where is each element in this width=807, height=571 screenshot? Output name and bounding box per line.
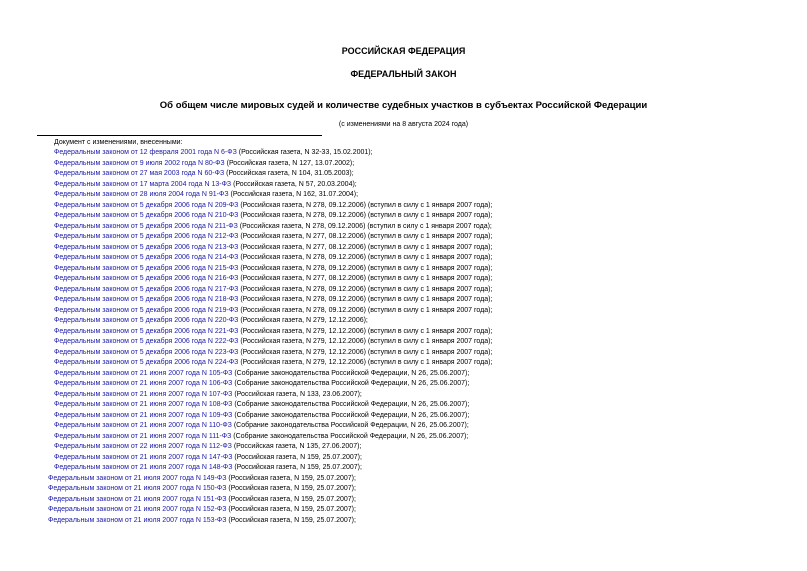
amendment-source: (Российская газета, N 279, 12.12.2006) (вступил в силу с 1 января 2007 года); xyxy=(238,348,493,356)
amendment-source: (Российская газета, N 278, 09.12.2006) (вступил в силу с 1 января 2007 года); xyxy=(238,254,493,261)
amendment-item xyxy=(54,201,492,211)
amendment-item xyxy=(54,190,358,200)
document-type-heading: ФЕДЕРАЛЬНЫЙ ЗАКОН xyxy=(350,69,457,79)
amendment-link[interactable]: Федеральным законом от 21 июля 2007 года N 150-ФЗ xyxy=(48,485,227,492)
amendment-source: (Российская газета, N 279, 12.12.2006) (вступил в силу с 1 января 2007 года); xyxy=(238,338,493,345)
amendment-source: (Российская газета, N 159, 25.07.2007); xyxy=(226,485,356,492)
amendment-link[interactable]: Федеральным законом от 5 декабря 2006 года N 212-ФЗ xyxy=(54,233,239,240)
amendment-source: (Российская газета, N 278, 09.12.2006) (вступил в силу с 1 января 2007 года); xyxy=(238,264,493,272)
amendment-link[interactable]: Федеральным законом от 21 июля 2007 года N 149-ФЗ xyxy=(48,474,227,482)
amendment-item xyxy=(54,306,492,316)
amendment-link[interactable]: Федеральным законом от 5 декабря 2006 года N 215-ФЗ xyxy=(54,264,239,272)
amendment-source: (Собрание законодательства Российской Федерации, N 26, 25.06.2007); xyxy=(232,401,470,408)
amendment-link[interactable]: Федеральным законом от 5 декабря 2006 года N 224-ФЗ xyxy=(54,359,239,366)
amendment-link[interactable]: Федеральным законом от 27 мая 2003 года N 60-ФЗ xyxy=(54,170,225,177)
amendment-item xyxy=(54,411,469,421)
amendment-link[interactable]: Федеральным законом от 5 декабря 2006 года N 214-ФЗ xyxy=(54,254,239,261)
amendment-link[interactable]: Федеральным законом от 21 июня 2007 года N 108-ФЗ xyxy=(54,401,233,408)
amendment-source: (Российская газета, N 32-33, 15.02.2001); xyxy=(236,149,373,156)
amendment-link[interactable]: Федеральным законом от 21 июня 2007 года N 106-ФЗ xyxy=(54,380,233,387)
amendment-link[interactable]: Федеральным законом от 5 декабря 2006 года N 219-ФЗ xyxy=(54,306,239,314)
amendment-source: (Российская газета, N 57, 20.03.2004); xyxy=(231,180,357,188)
amendment-item xyxy=(54,453,362,463)
amendment-link[interactable]: Федеральным законом от 21 июля 2007 года N 153-ФЗ xyxy=(48,516,227,524)
amendment-item xyxy=(48,516,356,526)
amendment-source: (Собрание законодательства Российской Федерации, N 26, 25.06.2007); xyxy=(232,411,470,419)
amendment-link[interactable]: Федеральным законом от 5 декабря 2006 года N 209-ФЗ xyxy=(54,201,239,209)
amendment-link[interactable]: Федеральным законом от 22 июня 2007 года N 112-ФЗ xyxy=(54,443,232,450)
amendment-item xyxy=(54,243,492,253)
amendment-link[interactable]: Федеральным законом от 5 декабря 2006 года N 223-ФЗ xyxy=(54,348,239,356)
amendment-source: (Российская газета, N 279, 12.12.2006) (вступил в силу с 1 января 2007 года); xyxy=(238,359,493,366)
amendment-source: (Российская газета, N 278, 09.12.2006) (вступил в силу с 1 января 2007 года); xyxy=(238,212,493,219)
amendment-item xyxy=(54,253,492,263)
amendment-source: (Российская газета, N 162, 31.07.2004); xyxy=(228,191,359,198)
amendment-source: (Собрание законодательства Российской Федерации, N 26, 25.06.2007); xyxy=(231,432,469,440)
amendment-link[interactable]: Федеральным законом от 5 декабря 2006 года N 222-ФЗ xyxy=(54,338,239,345)
amendment-item xyxy=(54,232,492,242)
amendment-link[interactable]: Федеральным законом от 21 июня 2007 года N 105-ФЗ xyxy=(54,369,233,377)
amendment-source: (Собрание законодательства Российской Федерации, N 26, 25.06.2007); xyxy=(231,422,469,429)
amendment-source: (Российская газета, N 159, 25.07.2007); xyxy=(226,495,356,503)
amendment-link[interactable]: Федеральным законом от 21 июля 2007 года N 151-ФЗ xyxy=(48,495,227,503)
amendment-item xyxy=(54,358,492,368)
amendment-source: (Российская газета, N 159, 25.07.2007); xyxy=(232,464,362,471)
amendment-item xyxy=(54,222,492,232)
amendment-link[interactable]: Федеральным законом от 5 декабря 2006 года N 211-ФЗ xyxy=(54,222,238,230)
amendment-source: (Российская газета, N 278, 09.12.2006) (вступил в силу с 1 января 2007 года); xyxy=(238,296,493,303)
country-heading: РОССИЙСКАЯ ФЕДЕРАЦИЯ xyxy=(341,46,466,56)
amendment-source: (Российская газета, N 278, 09.12.2006) (вступил в силу с 1 января 2007 года); xyxy=(238,306,493,314)
amendment-link[interactable]: Федеральным законом от 17 марта 2004 года N 13-ФЗ xyxy=(54,180,232,188)
amendment-item xyxy=(54,211,492,221)
amendment-item xyxy=(54,442,361,452)
amendment-link[interactable]: Федеральным законом от 21 июня 2007 года N 110-ФЗ xyxy=(54,422,232,429)
amendment-source: (Российская газета, N 278, 09.12.2006) (вступил в силу с 1 января 2007 года); xyxy=(238,201,493,209)
amendment-link[interactable]: Федеральным законом от 5 декабря 2006 года N 213-ФЗ xyxy=(54,243,239,251)
amendment-item xyxy=(54,169,354,179)
amendment-source: (Российская газета, N 277, 08.12.2006) (вступил в силу с 1 января 2007 года); xyxy=(238,275,493,282)
amendment-item xyxy=(54,264,492,274)
amendment-item xyxy=(54,316,368,326)
amendment-item xyxy=(54,348,492,358)
amendment-link[interactable]: Федеральным законом от 21 июля 2007 года N 147-ФЗ xyxy=(54,453,233,461)
amendment-item xyxy=(54,337,492,347)
document-title: Об общем числе мировых судей и количестве судебных участков в субъектах Российской Федерации xyxy=(159,100,648,111)
amendment-item xyxy=(54,274,492,284)
amendment-link[interactable]: Федеральным законом от 21 июня 2007 года N 109-ФЗ xyxy=(54,411,233,419)
amendment-item xyxy=(48,495,356,505)
amendment-source: (Российская газета, N 277, 08.12.2006) (вступил в силу с 1 января 2007 года); xyxy=(238,243,493,251)
amendment-item xyxy=(48,505,356,515)
amendment-source: (Собрание законодательства Российской Федерации, N 26, 25.06.2007); xyxy=(232,369,470,377)
amendment-link[interactable]: Федеральным законом от 5 декабря 2006 года N 216-ФЗ xyxy=(54,275,239,282)
amendment-link[interactable]: Федеральным законом от 5 декабря 2006 года N 218-ФЗ xyxy=(54,296,239,303)
amendment-item xyxy=(54,463,362,473)
amendment-source: (Российская газета, N 159, 25.07.2007); xyxy=(226,474,356,482)
amendment-source: (Российская газета, N 159, 25.07.2007); xyxy=(226,506,356,513)
amendment-link[interactable]: Федеральным законом от 21 июля 2007 года N 148-ФЗ xyxy=(54,464,233,471)
amendment-link[interactable]: Федеральным законом от 21 июля 2007 года N 152-ФЗ xyxy=(48,506,227,513)
revision-note: (с изменениями на 8 августа 2024 года) xyxy=(338,121,469,128)
amendment-link[interactable]: Федеральным законом от 5 декабря 2006 года N 210-ФЗ xyxy=(54,212,239,219)
amendment-item xyxy=(54,432,468,442)
amendment-source: (Российская газета, N 277, 08.12.2006) (вступил в силу с 1 января 2007 года); xyxy=(238,233,493,240)
amendment-item xyxy=(54,148,373,158)
amendment-link[interactable]: Федеральным законом от 12 февраля 2001 года N 6-ФЗ xyxy=(54,149,237,156)
amendment-source: (Российская газета, N 135, 27.06.2007); xyxy=(231,443,362,450)
amendment-source: (Российская газета, N 159, 25.07.2007); xyxy=(232,453,362,461)
amendment-item xyxy=(54,285,492,295)
amendment-item xyxy=(48,484,356,494)
amendment-source: (Российская газета, N 104, 31.05.2003); xyxy=(224,170,354,177)
amendment-source: (Российская газета, N 279, 12.12.2006); xyxy=(238,317,368,324)
amendments-intro: Документ с изменениями, внесенными: xyxy=(54,139,183,146)
amendment-item xyxy=(54,390,362,400)
amendment-link[interactable]: Федеральным законом от 9 июля 2002 года N 80-ФЗ xyxy=(54,159,225,167)
amendment-source: (Российская газета, N 278, 09.12.2006) (вступил в силу с 1 января 2007 года); xyxy=(238,285,493,293)
amendment-source: (Российская газета, N 279, 12.12.2006) (вступил в силу с 1 января 2007 года); xyxy=(238,327,493,335)
amendment-link[interactable]: Федеральным законом от 5 декабря 2006 года N 221-ФЗ xyxy=(54,327,239,335)
amendment-link[interactable]: Федеральным законом от 21 июня 2007 года N 107-ФЗ xyxy=(54,390,233,398)
amendment-link[interactable]: Федеральным законом от 5 декабря 2006 года N 220-ФЗ xyxy=(54,317,239,324)
amendment-source: (Российская газета, N 127, 13.07.2002); xyxy=(224,159,355,167)
amendment-item xyxy=(48,474,356,484)
amendment-link[interactable]: Федеральным законом от 28 июля 2004 года N 91-ФЗ xyxy=(54,191,229,198)
separator-line xyxy=(37,135,322,136)
amendment-item xyxy=(54,180,357,190)
amendment-item xyxy=(54,400,469,410)
amendment-item xyxy=(54,295,492,305)
amendment-source: (Российская газета, N 278, 09.12.2006) (вступил в силу с 1 января 2007 года); xyxy=(237,222,492,230)
amendment-source: (Собрание законодательства Российской Федерации, N 26, 25.06.2007); xyxy=(232,380,470,387)
amendment-item xyxy=(54,327,492,337)
amendment-link[interactable]: Федеральным законом от 21 июня 2007 года N 111-ФЗ xyxy=(54,432,232,440)
amendment-item xyxy=(54,421,469,431)
amendment-source: (Российская газета, N 159, 25.07.2007); xyxy=(226,516,356,524)
amendment-source: (Российская газета, N 133, 23.06.2007); xyxy=(232,390,362,398)
amendment-item xyxy=(54,369,469,379)
amendment-link[interactable]: Федеральным законом от 5 декабря 2006 года N 217-ФЗ xyxy=(54,285,239,293)
amendment-item xyxy=(54,159,354,169)
amendment-item xyxy=(54,379,469,389)
